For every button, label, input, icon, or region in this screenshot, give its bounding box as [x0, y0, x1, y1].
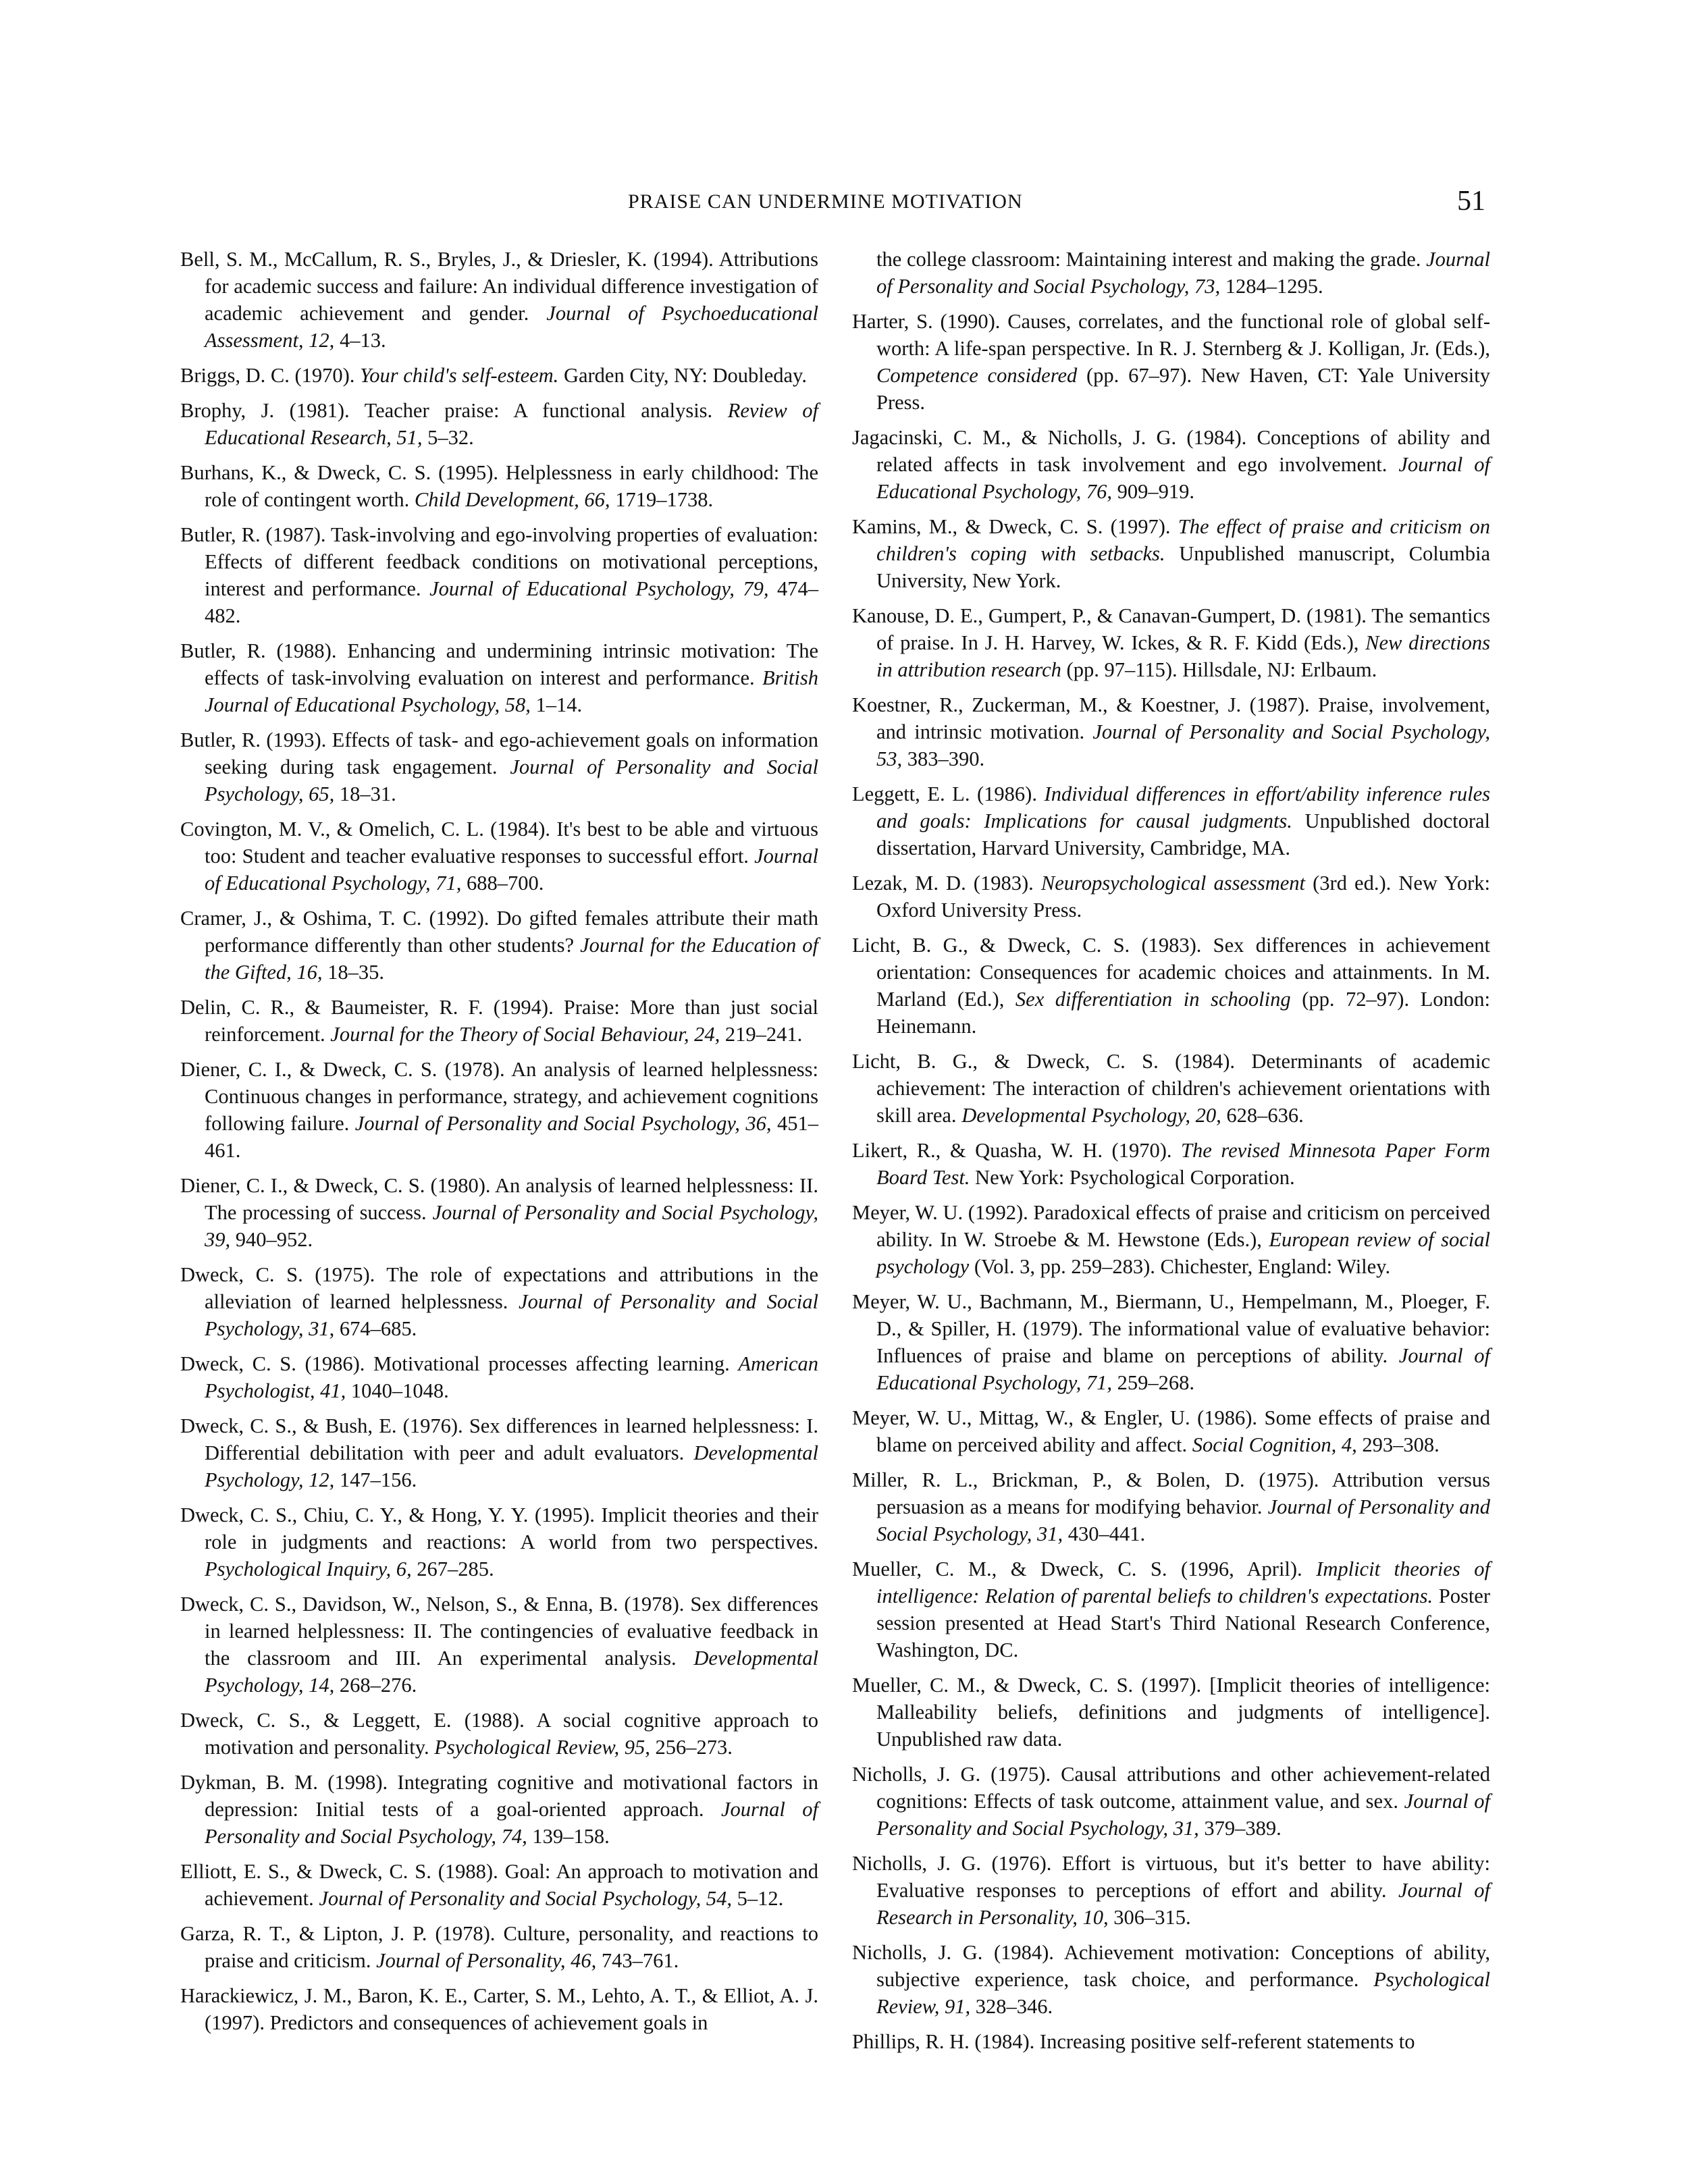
reference-source: Implicit theories of intelligence: Relation of parental beliefs to children's expectations.	[876, 1557, 1490, 1607]
reference-text: 147–156.	[334, 1468, 417, 1491]
reference-text: New York: Psychological Corporation.	[970, 1166, 1295, 1189]
reference-text: Meyer, W. U., Mittag, W., & Engler, U. (1986). Some effects of praise and blame on perceived ability and affect.	[852, 1406, 1490, 1456]
reference-text: 743–761.	[596, 1949, 679, 1972]
reference-entry	[852, 932, 1490, 1040]
reference-entry	[852, 513, 1490, 594]
reference-entry	[852, 870, 1490, 924]
reference-text: Meyer, W. U. (1992). Paradoxical effects of praise and criticism on perceived ability. In W. Stroebe & M. Hewstone (Eds.),	[852, 1201, 1490, 1251]
reference-text: Mueller, C. M., & Dweck, C. S. (1996, April).	[852, 1557, 1317, 1580]
reference-source: Competence considered	[876, 364, 1078, 387]
reference-source: Psychological Review, 95,	[434, 1736, 650, 1759]
reference-source: Journal of Personality and Social Psychology, 73,	[876, 248, 1490, 298]
reference-entry	[180, 1769, 818, 1850]
reference-entry	[180, 1056, 818, 1164]
reference-text: Elliott, E. S., & Dweck, C. S. (1988). Goal: An approach to motivation and achievement.	[180, 1860, 818, 1910]
reference-text: Butler, R. (1988). Enhancing and undermining intrinsic motivation: The effects of task-involving evaluation on interest and performance.	[180, 639, 818, 689]
reference-entry	[852, 780, 1490, 861]
reference-entry	[180, 521, 818, 629]
reference-text: Delin, C. R., & Baumeister, R. F. (1994). Praise: More than just social reinforcement.	[180, 996, 818, 1046]
reference-text: Nicholls, J. G. (1976). Effort is virtuous, but it's better to have ability: Evaluative responses to perceptions of effort and ability.	[852, 1852, 1490, 1902]
reference-entry	[180, 459, 818, 513]
reference-entry	[180, 994, 818, 1048]
references-left-column	[180, 246, 818, 2044]
reference-source: Social Cognition, 4,	[1192, 1433, 1357, 1456]
reference-text: 451–461.	[205, 1112, 818, 1162]
reference-source: American Psychologist, 41,	[205, 1352, 818, 1402]
reference-entry	[852, 308, 1490, 416]
reference-source: European review of social psychology	[876, 1228, 1490, 1278]
reference-source: Journal of Research in Personality, 10,	[876, 1879, 1491, 1929]
reference-text: Butler, R. (1993). Effects of task- and ego-achievement goals on information seeking during task engagement.	[180, 728, 818, 778]
reference-entry	[852, 1199, 1490, 1280]
reference-text: Diener, C. I., & Dweck, C. S. (1978). An analysis of learned helplessness: Continuous changes in performance, strategy, and achievement cognitions following failure.	[180, 1058, 818, 1135]
reference-entry	[180, 1412, 818, 1493]
reference-source: Individual differences in effort/ability inference rules and goals: Implications for causal judgments.	[876, 782, 1490, 832]
reference-text: Dweck, C. S., & Leggett, E. (1988). A social cognitive approach to motivation and personality.	[180, 1709, 818, 1759]
reference-text: Nicholls, J. G. (1984). Achievement motivation: Conceptions of ability, subjective experience, task choice, and performance.	[852, 1941, 1490, 1991]
reference-entry	[180, 1591, 818, 1699]
reference-text: Meyer, W. U., Bachmann, M., Biermann, U., Hempelmann, M., Ploeger, F. D., & Spiller, H. (1979). The informational value of evaluative behavior: Influences of praise and blame on perceptions of ability.	[852, 1290, 1490, 1367]
reference-text: Licht, B. G., & Dweck, C. S. (1983). Sex differences in achievement orientation: Consequences for academic choices and attainments. In M. Marland (Ed.),	[852, 934, 1490, 1011]
reference-text: 1719–1738.	[610, 488, 714, 511]
reference-entry	[852, 1137, 1490, 1191]
reference-text: 328–346.	[970, 1995, 1053, 2018]
reference-text: Licht, B. G., & Dweck, C. S. (1984). Determinants of academic achievement: The interaction of children's achievement orientations with skill area.	[852, 1050, 1490, 1127]
reference-text: 5–32.	[422, 426, 474, 449]
reference-entry	[852, 1761, 1490, 1842]
reference-text: Bell, S. M., McCallum, R. S., Bryles, J., & Driesler, K. (1994). Attributions for academic success and failure: An individual difference investigation of academic achievement and gender.	[180, 248, 818, 325]
reference-entry	[852, 424, 1490, 505]
reference-text: Butler, R. (1987). Task-involving and ego-involving properties of evaluation: Effects of different feedback conditions on motivational perceptions, interest and performance.	[180, 523, 818, 600]
reference-entry	[852, 1850, 1490, 1931]
reference-source: Journal of Educational Psychology, 71,	[876, 1344, 1490, 1394]
running-head	[0, 186, 1688, 231]
reference-text: 674–685.	[334, 1317, 417, 1340]
reference-entry	[180, 362, 818, 389]
reference-entry	[180, 1350, 818, 1404]
reference-entry	[180, 905, 818, 986]
reference-text: Jagacinski, C. M., & Nicholls, J. G. (1984). Conceptions of ability and related affects in task involvement and ego involvement.	[852, 426, 1490, 476]
reference-source: Journal of Personality and Social Psychology, 31,	[205, 1290, 818, 1340]
reference-text: (pp. 97–115). Hillsdale, NJ: Erlbaum.	[1061, 658, 1377, 681]
reference-source: Journal of Personality and Social Psychology, 39,	[205, 1201, 818, 1251]
reference-text: 1–14.	[530, 693, 583, 716]
reference-text: Briggs, D. C. (1970).	[180, 364, 361, 387]
reference-source: Journal of Psychoeducational Assessment, 12,	[205, 302, 818, 352]
reference-text: 267–285.	[411, 1557, 494, 1580]
reference-source: Neuropsychological assessment	[1040, 872, 1306, 895]
reference-entry	[180, 1501, 818, 1582]
reference-text: Unpublished manuscript, Columbia University, New York.	[876, 542, 1490, 592]
reference-source: Journal of Educational Psychology, 76,	[876, 453, 1491, 503]
reference-text: Dweck, C. S., Davidson, W., Nelson, S., & Enna, B. (1978). Sex differences in learned helplessness: II. The contingencies of evaluative feedback in the classroom and III. An experimental analysis.	[180, 1593, 818, 1670]
reference-text: Lezak, M. D. (1983).	[852, 872, 1041, 895]
reference-text: 18–31.	[334, 782, 396, 805]
reference-source: Journal of Personality and Social Psychology, 53,	[876, 720, 1491, 770]
reference-text: Burhans, K., & Dweck, C. S. (1995). Helplessness in early childhood: The role of contingent worth.	[180, 461, 818, 511]
reference-text: Nicholls, J. G. (1975). Causal attributions and other achievement-related cognitions: Effects of task outcome, attainment value, and sex.	[852, 1763, 1490, 1813]
reference-text: Dykman, B. M. (1998). Integrating cognitive and motivational factors in depression: Initial tests of a goal-oriented approach.	[180, 1771, 818, 1821]
reference-text: 909–919.	[1112, 480, 1194, 503]
reference-entry	[852, 1939, 1490, 2020]
reference-source: Journal for the Theory of Social Behaviour, 24,	[330, 1023, 720, 1046]
reference-source: Sex differentiation in schooling	[1015, 988, 1291, 1011]
reference-text: 219–241.	[720, 1023, 803, 1046]
reference-entry	[180, 1858, 818, 1912]
reference-source: Journal of Personality, 46,	[376, 1949, 597, 1972]
reference-text: Poster session presented at Head Start's Third National Research Conference, Washington, DC.	[876, 1584, 1490, 1661]
reference-text: Miller, R. L., Brickman, P., & Bolen, D. (1975). Attribution versus persuasion as a means for modifying behavior.	[852, 1468, 1490, 1518]
reference-source: Review of Educational Research, 51,	[205, 399, 818, 449]
reference-entry	[852, 1466, 1490, 1547]
reference-entry	[180, 726, 818, 807]
reference-source: Psychological Inquiry, 6,	[205, 1557, 412, 1580]
reference-text: the college classroom: Maintaining interest and making the grade.	[876, 248, 1427, 271]
reference-text: Harackiewicz, J. M., Baron, K. E., Carter, S. M., Lehto, A. T., & Elliot, A. J. (1997). Predictors and consequences of achievement goals in	[180, 1984, 818, 2034]
reference-text: Koestner, R., Zuckerman, M., & Koestner, J. (1987). Praise, involvement, and intrinsic motivation.	[852, 693, 1490, 743]
reference-text: Kanouse, D. E., Gumpert, P., & Canavan-Gumpert, D. (1981). The semantics of praise. In J. H. Harvey, W. Ickes, & R. F. Kidd (Eds.),	[852, 604, 1490, 654]
reference-text: 628–636.	[1221, 1104, 1304, 1127]
reference-text: Diener, C. I., & Dweck, C. S. (1980). An analysis of learned helplessness: II. The processing of success.	[180, 1174, 818, 1224]
reference-text: 256–273.	[650, 1736, 733, 1759]
reference-entry	[852, 246, 1490, 300]
reference-text: 306–315.	[1108, 1906, 1191, 1929]
reference-source: Journal of Personality and Social Psychology, 31,	[876, 1790, 1490, 1840]
reference-source: Journal for the Education of the Gifted, 16,	[205, 934, 819, 984]
running-title: PRAISE CAN UNDERMINE MOTIVATION	[628, 190, 1023, 213]
reference-text: 268–276.	[334, 1674, 417, 1697]
reference-text: Mueller, C. M., & Dweck, C. S. (1997). [Implicit theories of intelligence: Malleability beliefs, definitions and judgments of intelligence]. Unpublished raw data.	[852, 1674, 1490, 1751]
reference-source: Journal of Personality and Social Psychology, 54,	[319, 1887, 732, 1910]
reference-source: Journal of Personality and Social Psychology, 36,	[354, 1112, 772, 1135]
reference-source: Developmental Psychology, 12,	[205, 1441, 818, 1491]
reference-entry	[852, 1672, 1490, 1753]
page-number: 51	[1457, 186, 1485, 217]
reference-text: Dweck, C. S. (1975). The role of expectations and attributions in the alleviation of learned helplessness.	[180, 1263, 818, 1313]
reference-text: Phillips, R. H. (1984). Increasing positive self-referent statements to	[852, 2030, 1415, 2053]
reference-text: 688–700.	[461, 872, 544, 895]
reference-entry	[852, 691, 1490, 772]
reference-source: Child Development, 66,	[414, 488, 610, 511]
reference-text: Kamins, M., & Dweck, C. S. (1997).	[852, 515, 1178, 538]
reference-text: 259–268.	[1112, 1371, 1194, 1394]
reference-text: (Vol. 3, pp. 259–283). Chichester, England: Wiley.	[969, 1255, 1391, 1278]
reference-text: Brophy, J. (1981). Teacher praise: A functional analysis.	[180, 399, 728, 422]
reference-text: 18–35.	[322, 961, 384, 984]
reference-entry	[180, 637, 818, 718]
reference-text: (pp. 67–97). New Haven, CT: Yale University Press.	[876, 364, 1490, 414]
reference-source: Developmental Psychology, 20,	[961, 1104, 1221, 1127]
reference-entry	[852, 2028, 1490, 2055]
reference-text: Garza, R. T., & Lipton, J. P. (1978). Culture, personality, and reactions to praise and criticism.	[180, 1922, 818, 1972]
reference-text: 940–952.	[230, 1228, 313, 1251]
reference-text: Leggett, E. L. (1986).	[852, 782, 1045, 805]
reference-source: Journal of Personality and Social Psychology, 74,	[205, 1798, 818, 1848]
references-right-column	[852, 246, 1490, 2063]
reference-text: 5–12.	[731, 1887, 784, 1910]
reference-text: 1284–1295.	[1220, 275, 1323, 298]
reference-text: 430–441.	[1063, 1522, 1146, 1545]
reference-text: Dweck, C. S., Chiu, C. Y., & Hong, Y. Y. (1995). Implicit theories and their role in judgments and reactions: A world from two perspectives.	[180, 1503, 818, 1553]
reference-entry	[852, 1404, 1490, 1458]
reference-entry	[852, 602, 1490, 683]
reference-text: 379–389.	[1198, 1817, 1282, 1840]
reference-text: Covington, M. V., & Omelich, C. L. (1984). It's best to be able and virtuous too: Student and teacher evaluative responses to successful effort.	[180, 818, 818, 868]
reference-text: 474–482.	[205, 577, 818, 627]
reference-text: Unpublished doctoral dissertation, Harvard University, Cambridge, MA.	[876, 809, 1491, 859]
reference-entry	[180, 246, 818, 354]
reference-source: Your child's self-esteem.	[360, 364, 559, 387]
reference-text: (3rd ed.). New York: Oxford University Press.	[876, 872, 1491, 922]
reference-entry	[852, 1555, 1490, 1663]
reference-text: Dweck, C. S. (1986). Motivational processes affecting learning.	[180, 1352, 739, 1375]
reference-source: Journal of Educational Psychology, 79,	[429, 577, 769, 600]
reference-text: Likert, R., & Quasha, W. H. (1970).	[852, 1139, 1182, 1162]
reference-entry	[180, 1707, 818, 1761]
reference-source: Developmental Psychology, 14,	[205, 1647, 818, 1697]
reference-text: Harter, S. (1990). Causes, correlates, and the functional role of global self-worth: A life-span perspective. In R. J. Sternberg & J. Kolligan, Jr. (Eds.),	[852, 310, 1490, 360]
reference-entry	[180, 1172, 818, 1253]
reference-source: Journal of Personality and Social Psychology, 31,	[876, 1495, 1490, 1545]
reference-text: 139–158.	[527, 1825, 610, 1848]
reference-text: Dweck, C. S., & Bush, E. (1976). Sex differences in learned helplessness: I. Differential debilitation with peer and adult evaluators.	[180, 1414, 818, 1464]
reference-text: Cramer, J., & Oshima, T. C. (1992). Do gifted females attribute their math performance differently than other students?	[180, 907, 818, 957]
reference-text: (pp. 72–97). London: Heinemann.	[876, 988, 1490, 1038]
reference-entry	[180, 1982, 818, 2036]
reference-source: The revised Minnesota Paper Form Board Test.	[876, 1139, 1490, 1189]
reference-text: Garden City, NY: Doubleday.	[558, 364, 807, 387]
reference-entry	[852, 1048, 1490, 1129]
reference-text: 4–13.	[334, 329, 386, 352]
reference-source: New directions in attribution research	[876, 631, 1490, 681]
reference-entry	[180, 1920, 818, 1974]
reference-entry	[852, 1288, 1490, 1396]
reference-source: The effect of praise and criticism on children's coping with setbacks.	[876, 515, 1490, 565]
reference-entry	[180, 816, 818, 897]
reference-entry	[180, 1261, 818, 1342]
reference-source: British Journal of Educational Psychology, 58,	[205, 666, 818, 716]
reference-source: Journal of Personality and Social Psychology, 65,	[205, 755, 818, 805]
reference-text: 383–390.	[902, 747, 985, 770]
reference-source: Psychological Review, 91,	[876, 1968, 1490, 2018]
reference-entry	[180, 397, 818, 451]
reference-text: 1040–1048.	[346, 1379, 449, 1402]
reference-source: Journal of Educational Psychology, 71,	[205, 845, 818, 895]
reference-text: 293–308.	[1356, 1433, 1440, 1456]
